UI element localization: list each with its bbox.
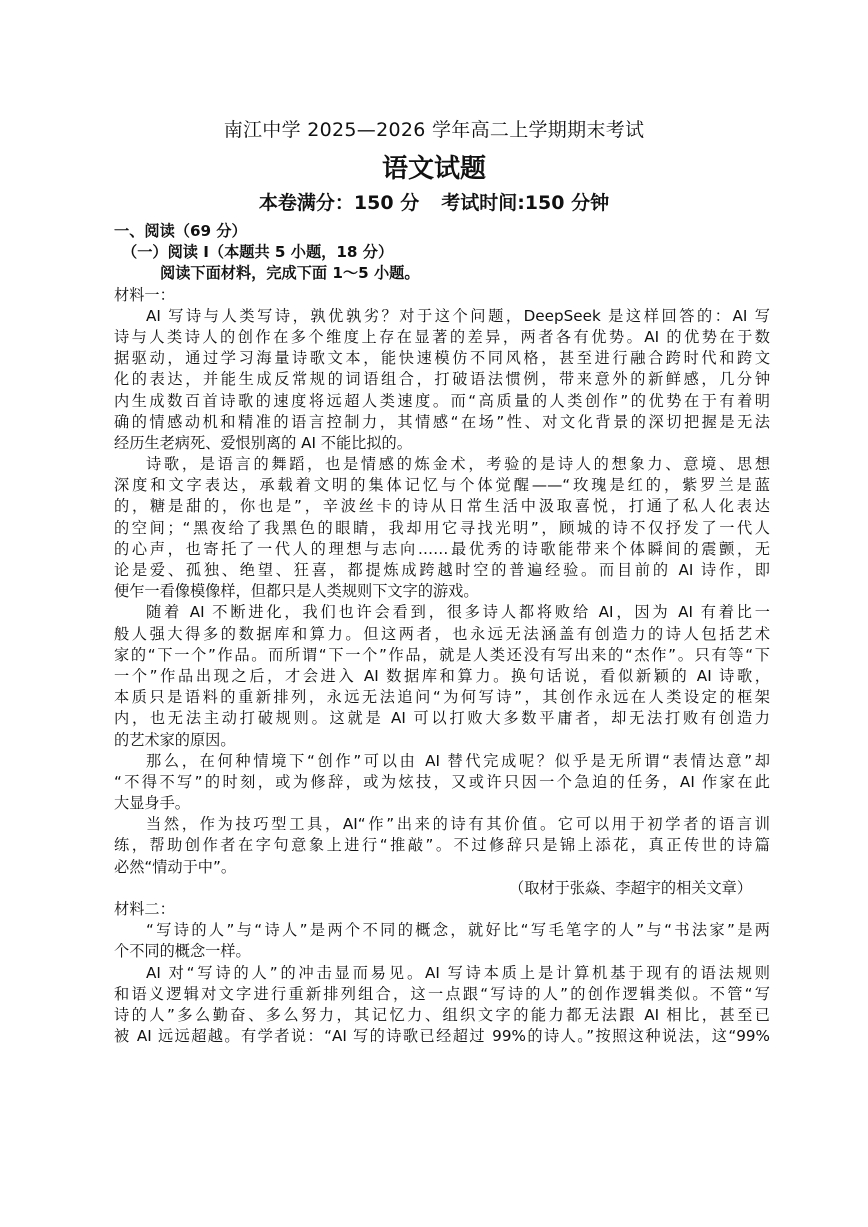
text-line: 确的情感动机和精准的语言控制力，其情感“在场”性、对文化背景的深切把握是无法 <box>114 412 770 431</box>
text-line: 诗的人”多么勤奋、多么努力，其记忆力、组织文字的能力都无法跟 AI 相比，甚至已 <box>114 1005 770 1024</box>
exam-body <box>114 221 770 1047</box>
text-line: “写诗的人”与“诗人”是两个不同的概念，就好比“写毛笔字的人”与“书法家”是两 <box>146 921 770 940</box>
exam-title: 南江中学 2025—2026 学年高二上学期期末考试 <box>223 119 645 141</box>
text-line: 一个”作品出现之后，才会进入 AI 数据库和算力。换句话说，看似新颖的 AI 诗歌， <box>114 666 770 685</box>
text-line: 诗歌，是语言的舞蹈，也是情感的炼金术，考验的是诗人的想象力、意境、思想 <box>146 455 770 474</box>
exam-time: 考试时间:150 分钟 <box>441 192 610 214</box>
text-line: 论是爱、孤独、绝望、狂喜，都提炼成跨越时空的普遍经验。而目前的 AI 诗作，即 <box>114 561 770 579</box>
material-1-label: 材料一： <box>114 285 175 304</box>
material-2-text <box>114 920 770 1047</box>
text-line: 便乍一看像模像样，但都只是人类规则下文字的游戏。 <box>114 582 479 601</box>
reading-instruction: 阅读下面材料，完成下面 1～5 小题。 <box>160 264 420 283</box>
exam-meta <box>0 190 868 216</box>
text-line: “不得不写”的时刻，或为修辞，或为炫技，又或许只因一个急迫的任务，AI 作家在此 <box>114 772 770 791</box>
text-line: 深度和文字表达，承载着文明的集体记忆与个体觉醒——“玫瑰是红的，紫罗兰是蓝 <box>114 476 770 495</box>
material-1-text <box>114 306 770 878</box>
text-line: 般人强大得多的数据库和算力。但这两者，也永远无法涵盖有创造力的诗人包括艺术 <box>114 624 770 643</box>
text-line: 的心声，也寄托了一代人的理想与志向……最优秀的诗歌能带来个体瞬间的震颤，无 <box>114 539 770 558</box>
text-line: 内生成数百首诗歌的速度将远超人类速度。而“高质量的人类创作”的优势在于有着明 <box>114 391 770 410</box>
text-line: 本质只是语料的重新排列，永远无法追问“为何写诗”，其创作永远在人类设定的框架 <box>114 688 770 707</box>
text-line: 经历生老病死、爱恨别离的 AI 不能比拟的。 <box>114 433 412 452</box>
sub-section-heading: （一）阅读 I（本题共 5 小题，18 分） <box>122 243 394 262</box>
text-line: 随着 AI 不断进化，我们也许会看到，很多诗人都将败给 AI，因为 AI 有着比一 <box>146 603 770 622</box>
text-line: 必然“情动于中”。 <box>114 857 237 876</box>
text-line: 的艺术家的原因。 <box>114 730 236 749</box>
text-line: 内，也无法主动打破规则。这就是 AI 可以打败大多数平庸者，却无法打败有创造力 <box>114 709 770 728</box>
material-2-label: 材料二： <box>114 900 175 918</box>
text-line: 那么，在何种情境下“创作”可以由 AI 替代完成呢？似乎是无所谓“表情达意”却 <box>146 751 770 770</box>
text-line: 被 AI 远远超越。有学者说：“AI 写的诗歌已经超过 99%的诗人。”按照这种说法，这“99% <box>114 1027 770 1046</box>
text-line: 诗与人类诗人的创作在多个维度上存在显著的差异，两者各有优势。AI 的优势在于数 <box>114 327 770 346</box>
text-line: 的空间；“黑夜给了我黑色的眼睛，我却用它寻找光明”，顾城的诗不仅抒发了一代人 <box>114 518 770 537</box>
full-score: 本卷满分：150 分 <box>258 192 420 214</box>
text-line: 家的“下一个”作品。而所谓“下一个”作品，就是人类还没有写出来的“杰作”。只有等“下 <box>114 645 770 664</box>
text-line: AI 写诗与人类写诗，孰优孰劣？对于这个问题，DeepSeek 是这样回答的：AI 写 <box>146 306 770 325</box>
text-line: 当然，作为技巧型工具，AI“作”出来的诗有其价值。它可以用于初学者的语言训 <box>146 815 770 834</box>
text-line: 化的表达，并能生成反常规的词语组合，打破语法惯例，带来意外的新鲜感，几分钟 <box>114 370 770 389</box>
text-line: 大显身手。 <box>114 794 190 813</box>
text-line: AI 对“写诗的人”的冲击显而易见。AI 写诗本质上是计算机基于现有的语法规则 <box>146 963 770 982</box>
text-line: 据驱动，通过学习海量诗歌文本，能快速模仿不同风格，甚至进行融合跨时代和跨文 <box>114 349 770 368</box>
text-line: 的，糖是甜的，你也是”，辛波丝卡的诗从日常生活中汲取喜悦，打通了私人化表达 <box>114 497 770 516</box>
text-line: 个不同的概念一样。 <box>114 942 251 961</box>
material-1-source: （取材于张焱、李超宇的相关文章） <box>509 878 752 897</box>
section-heading: 一、阅读（69 分） <box>114 222 247 240</box>
text-line: 练，帮助创作者在字句意象上进行“推敲”。不过修辞只是锦上添花，真正传世的诗篇 <box>114 836 770 855</box>
subject-title: 语文试题 <box>381 154 486 184</box>
text-line: 和语义逻辑对文字进行重新排列组合，这一点跟“写诗的人”的创作逻辑类似。不管“写 <box>114 984 770 1003</box>
